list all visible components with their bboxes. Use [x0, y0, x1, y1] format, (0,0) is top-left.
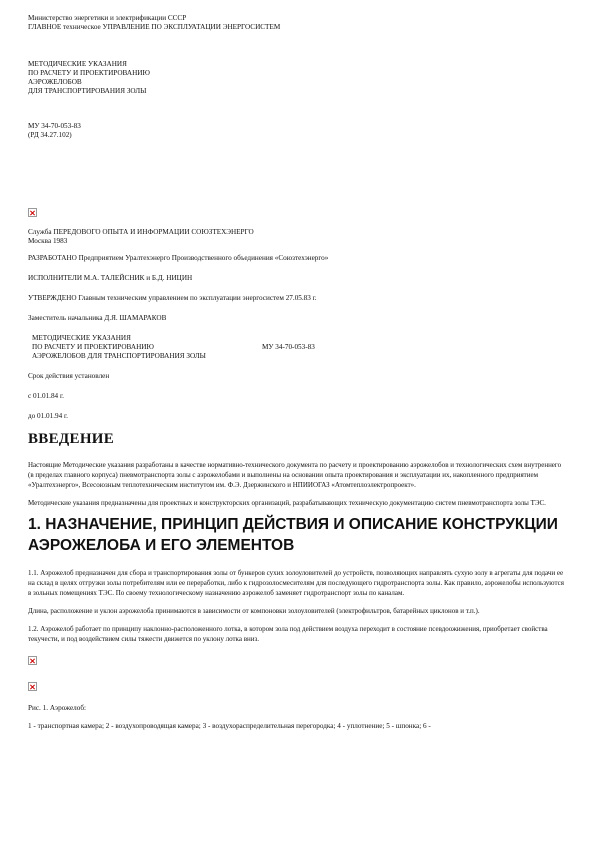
- broken-image-icon: [28, 208, 37, 217]
- figure-caption: Рис. 1. Аэрожелоб:: [28, 704, 86, 712]
- publisher-city-year: Москва 1983: [28, 237, 68, 245]
- section-paragraph: 1.1. Аэрожелоб предназначен для сбора и транспортирования золы от бункеров сухих золоуловителей до устройств, позволяющих направлять сухую золу в агрегаты для подачи ее на склад в целях отгрузки золы потребителям или ее переработки, либо к гидрозолосмесителям для последующего гидротранспорта золы. Как правило, аэрожелобы используются в зольных помещениях ТЭС. По своему технологическому назначению аэрожелоб заменяет гидротранспорт золы по каналам.: [28, 569, 564, 597]
- rd-code: (РД 34.27.102): [28, 131, 72, 139]
- validity-label: Срок действия установлен: [28, 372, 110, 380]
- approval-title-line: АЭРОЖЕЛОБОВ ДЛЯ ТРАНСПОРТИРОВАНИЯ ЗОЛЫ: [32, 352, 206, 360]
- figure-legend: 1 - транспортная камера; 2 - воздухопроводящая камера; 3 - воздухораспределительная перегородка; 4 - уплотнение; 5 - шпонка; 6 -: [28, 722, 431, 730]
- section-paragraph: Длина, расположение и уклон аэрожелоба принимаются в зависимости от компоновки золоуловителей (электрофильтров, батарейных циклонов и т.п.).: [28, 607, 480, 615]
- title-line: ДЛЯ ТРАНСПОРТИРОВАНИЯ ЗОЛЫ: [28, 87, 147, 95]
- publisher-service: Служба ПЕРЕДОВОГО ОПЫТА И ИНФОРМАЦИИ СОЮЗТЕХЭНЕРГО: [28, 228, 254, 236]
- approval-title: [32, 334, 262, 361]
- mu-code: МУ 34-70-053-83: [28, 122, 81, 130]
- broken-image-icon: [28, 682, 37, 691]
- header: [28, 14, 568, 32]
- approval-title-line: МЕТОДИЧЕСКИЕ УКАЗАНИЯ: [32, 334, 131, 342]
- department-name: ГЛАВНОЕ техническое УПРАВЛЕНИЕ ПО ЭКСПЛУАТАЦИИ ЭНЕРГОСИСТЕМ: [28, 23, 281, 31]
- intro-paragraph: Методические указания предназначены для проектных и конструкторских организаций, разрабатывающих техническую документацию систем пневмотранспорта золы ТЭС.: [28, 499, 546, 507]
- title-line: ПО РАСЧЕТУ И ПРОЕКТИРОВАНИЮ: [28, 69, 150, 77]
- developed-by: РАЗРАБОТАНО Предприятием Уралтехэнерго Производственного объединения «Союзтехэнерго»: [28, 254, 329, 262]
- section-heading: 1. НАЗНАЧЕНИЕ, ПРИНЦИП ДЕЙСТВИЯ И ОПИСАНИЕ КОНСТРУКЦИИ АЭРОЖЕЛОБА И ЕГО ЭЛЕМЕНТОВ: [28, 516, 558, 554]
- executors: ИСПОЛНИТЕЛИ М.А. ТАЛЕЙСНИК и Б.Д. НИЦИН: [28, 274, 193, 282]
- approval-block: [28, 334, 568, 361]
- deputy: Заместитель начальника Д.Я. ШАМАРАКОВ: [28, 314, 167, 322]
- approval-title-line: ПО РАСЧЕТУ И ПРОЕКТИРОВАНИЮ: [32, 343, 154, 351]
- approval-code: МУ 34-70-053-83: [262, 343, 315, 351]
- title-block: [28, 60, 568, 96]
- validity-to: до 01.01.94 г.: [28, 412, 68, 420]
- intro-paragraph: Настоящие Методические указания разработаны в качестве нормативно-технического документа по расчету и проектированию аэрожелобов и технологических схем внутреннего (в пределах главного корпуса) пневмотранспорта золы с аэрожелобами и выполнены на основании опыта проектирования и эксплуатации их, накопленного предприятием «Уралтехэнерго», Всесоюзным теплотехническим институтом им. Ф.Э. Дзержинского и НПИИОГАЗ «Атомтеплоэлектропроект».: [28, 461, 562, 489]
- title-line: АЭРОЖЕЛОБОВ: [28, 78, 82, 86]
- section-paragraph: 1.2. Аэрожелоб работает по принципу наклонно-расположенного лотка, в котором зола под действием воздуха переходит в состояние псевдоожижения, приобретает свойства текучести, и под воздействием силы тяжести движется по уклону лотка вниз.: [28, 625, 548, 643]
- validity-from: с 01.01.84 г.: [28, 392, 64, 400]
- document-page: [28, 14, 568, 731]
- document-codes: [28, 122, 568, 140]
- intro-heading: ВВЕДЕНИЕ: [28, 431, 115, 447]
- publisher: [28, 228, 568, 246]
- title-line: МЕТОДИЧЕСКИЕ УКАЗАНИЯ: [28, 60, 127, 68]
- broken-image-icon: [28, 656, 37, 665]
- approved-by: УТВЕРЖДЕНО Главным техническим управлением по эксплуатации энергосистем 27.05.83 г.: [28, 294, 317, 302]
- ministry-name: Министерство энергетики и электрификации СССР: [28, 14, 187, 22]
